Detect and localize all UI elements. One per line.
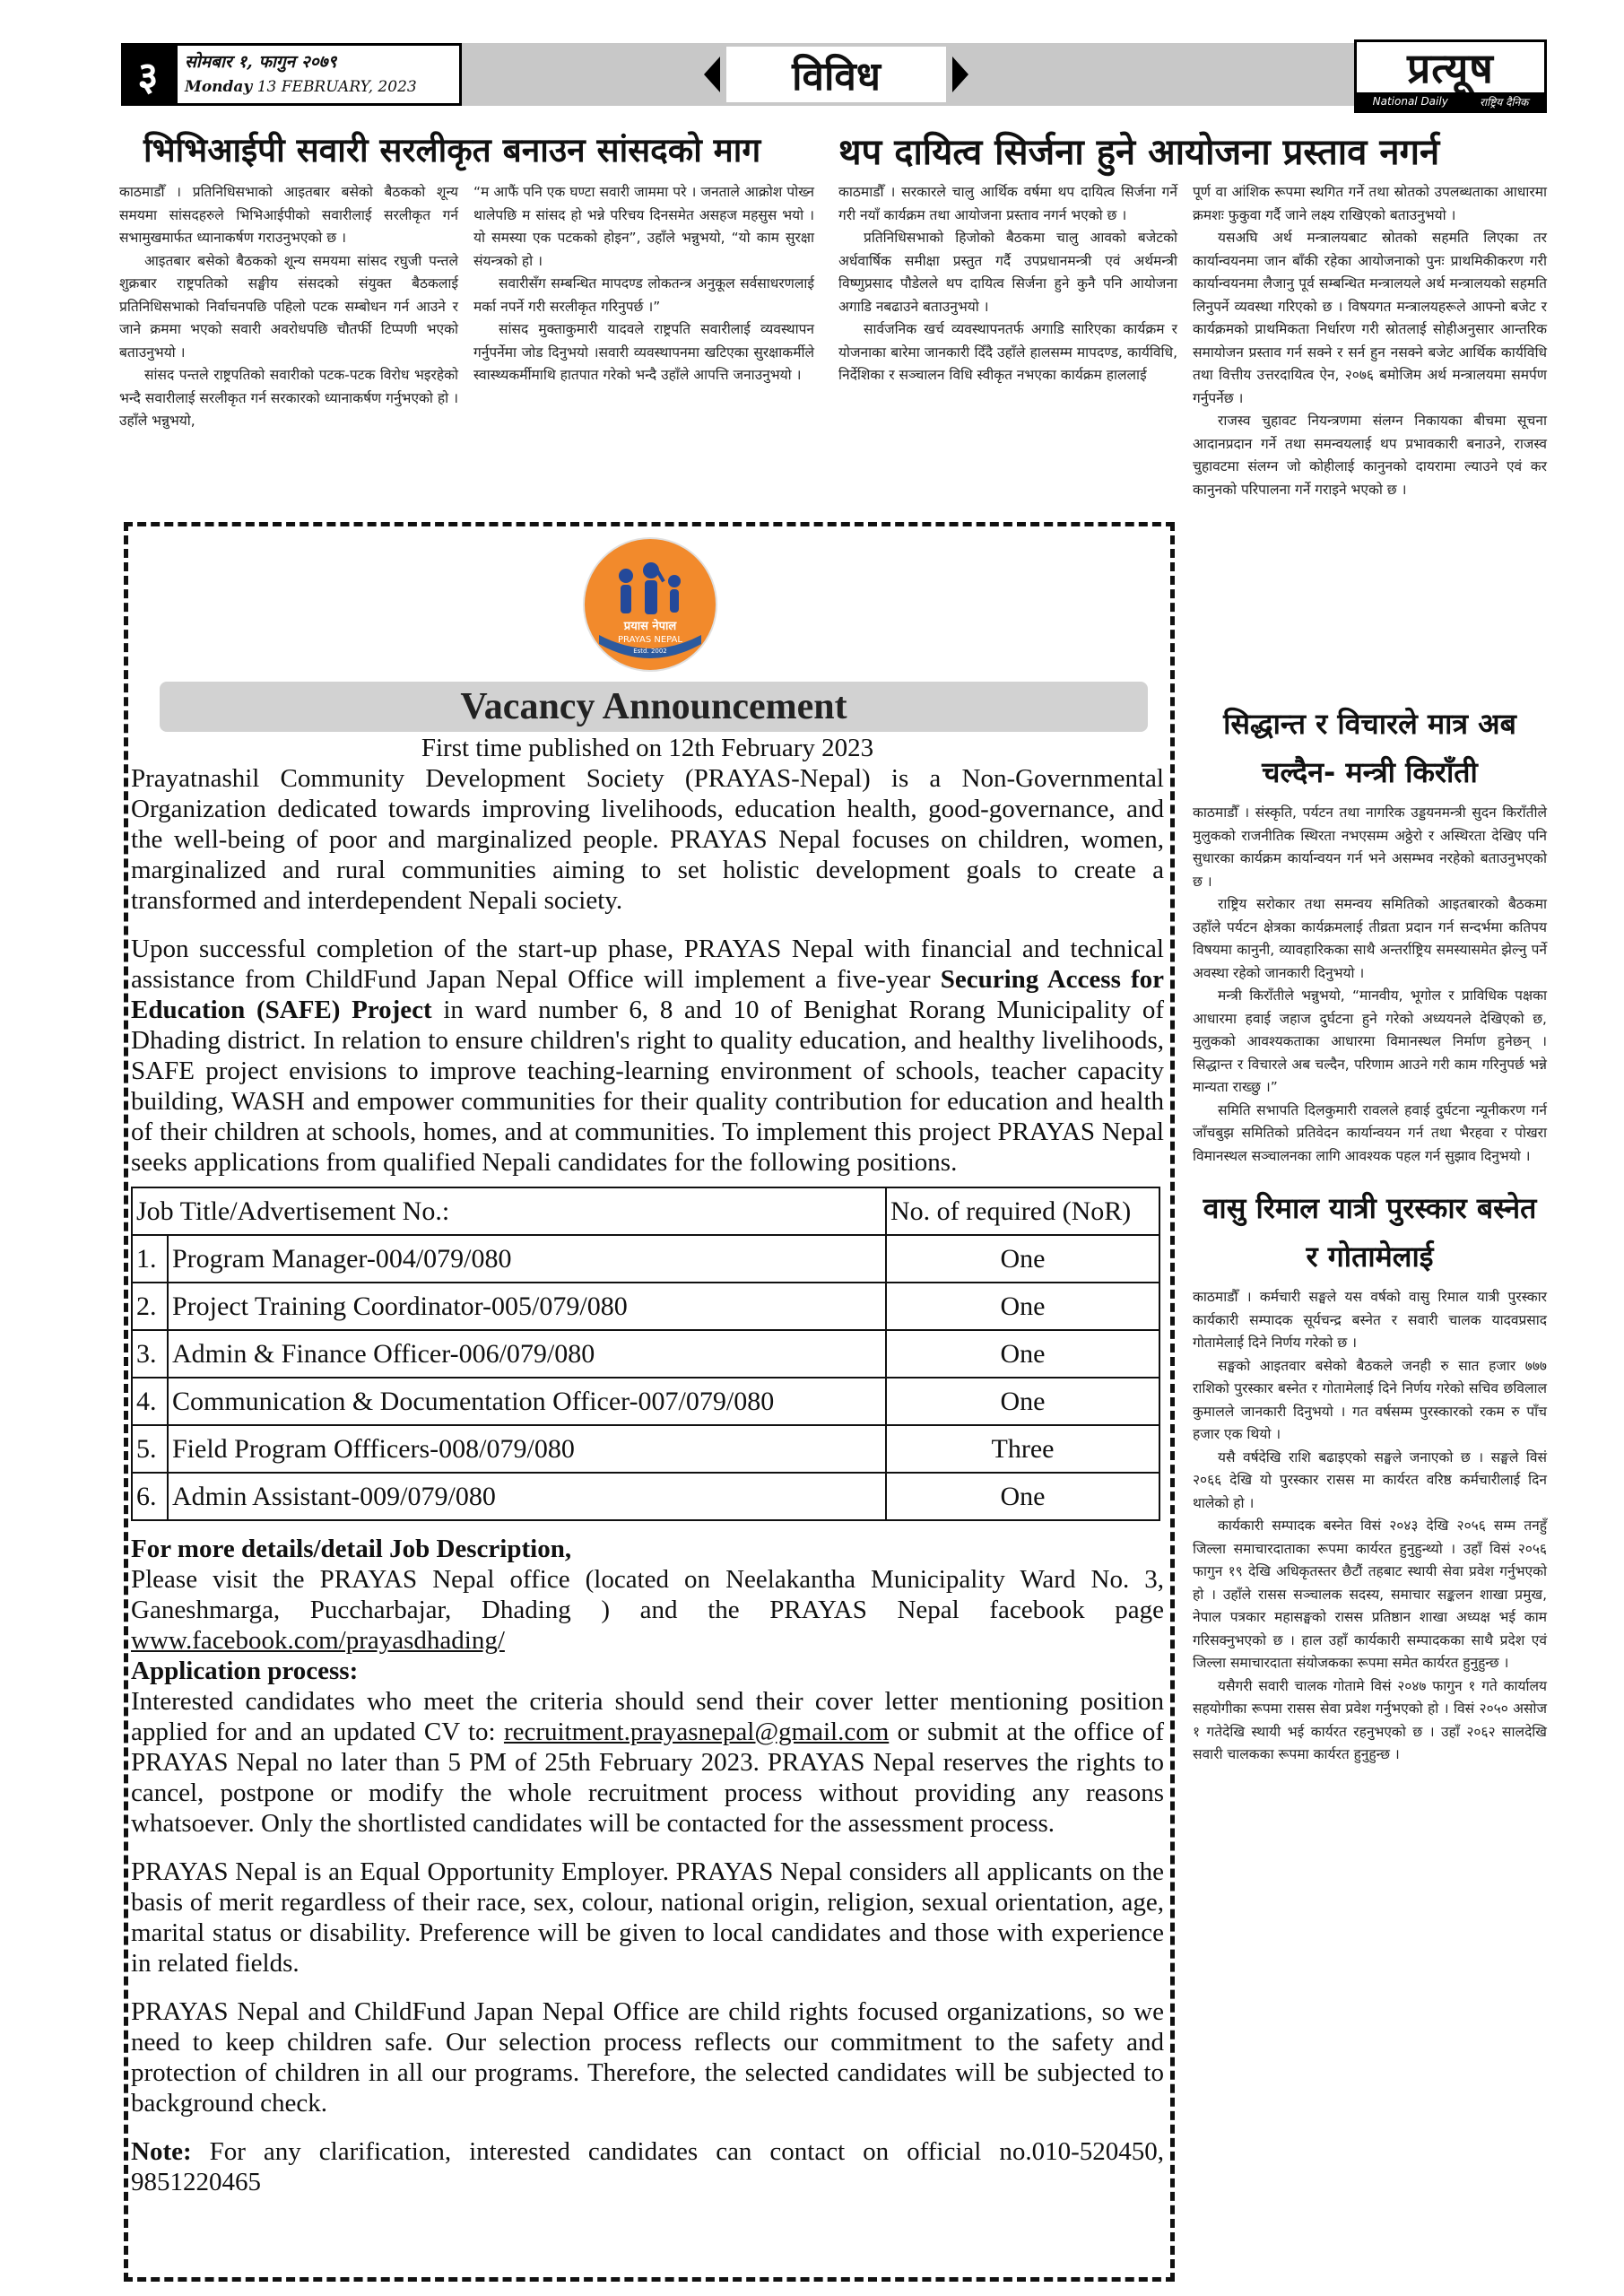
published-date: First time published on 12th February 2023 — [421, 734, 874, 762]
jobs-table — [131, 1187, 1160, 1521]
process-body-b: or submit at the office of PRAYAS Nepal no later than 5 PM of 25th February 2023. PRAYAS Nepal reserves the rights to cancel, postpone or modify the whole recruitment process without providing any reasons whatsoever. Only the shortlisted candidates will be contacted for the assessment process. — [131, 1718, 1164, 1838]
job-number: 6. — [132, 1473, 168, 1520]
article1-para: काठमाडौँ । प्रतिनिधिसभाको आइतबार बसेको बैठकको शून्य समयमा सांसदहरुले भिभिआईपीको सवारीलाई सरलीकृत गर्न सभामुखमार्फत ध्यानाकर्षण गराउनुभएको छ । — [119, 184, 458, 246]
article4-para: यसैगरी सवारी चालक गोतामे विसं २०४७ फागुन १ गते कार्यालय सहयोगीका रूपमा रासस सेवा प्रवेश गर्नुभएको हो । विसं २०५० असोज १ गतेदेखि स्थायी भई कार्यरत रहनुभएको छ । उहाँ २०६२ सालदेखि सवारी चालकका रूपमा कार्यरत हुनुहुन्छ । — [1193, 1677, 1547, 1762]
article4-para: यसै वर्षदेखि राशि बढाइएको सङ्घले जनाएको छ । सङ्घले विसं २०६६ देखि यो पुरस्कार रासस मा कार्यरत वरिष्ठ कर्मचारीलाई दिन थालेको हो । — [1193, 1448, 1547, 1511]
right-column — [1193, 683, 1547, 1767]
job-title: Field Program Offficers-008/079/080 — [168, 1425, 886, 1473]
email-link[interactable]: recruitment.prayasnepal@gmail.com — [503, 1718, 890, 1746]
article1-para: सांसद पन्तले राष्ट्रपतिको सवारीको पटक-पटक विरोध भइरहेको भन्दै सवारीलाई सरलीकृत गर्न सरकारको ध्यानाकर्षण गर्नुभएको हो । उहाँले भन्नुभयो, — [119, 367, 458, 429]
article4-para: सङ्घको आइतवार बसेको बैठकले जनही रु सात हजार ७७७ राशिको पुरस्कार बस्नेत र गोतामेलाई दिने निर्णय गरेको सचिव छविलाल कुमालले जानकारी दिनुभयो । गत वर्षसम्म पुरस्कारको रकम रु पाँच हजार एक थियो । — [1193, 1357, 1547, 1442]
note-label: Note: — [131, 2137, 192, 2166]
masthead-subtitle — [1357, 92, 1544, 110]
table-row — [132, 1425, 1159, 1473]
article2-para: प्रतिनिधिसभाको हिजोको बैठकमा चालु आवको बजेटको अर्धवार्षिक समीक्षा प्रस्तुत गर्दै उपप्रधानमन्त्री एवं अर्थमन्त्री विष्णुप्रसाद पौडेलले थप दायित्व सिर्जना हुने कुनै पनि आयोजना अगाडि नबढाउने बताउनुभयो । — [838, 230, 1177, 315]
article2-column2 — [1193, 181, 1547, 501]
job-number: 2. — [132, 1283, 168, 1330]
article3-para: समिति सभापति दिलकुमारी रावलले हवाई दुर्घटना न्यूनीकरण गर्न जाँचबुझ समितिको प्रतिवेदन कार्यान्वयन गर्न तथा भैरहवा र पोखरा विमानस्थल सञ्चालनका लागि आवश्यक पहल गर्न सुझाव दिनुभयो । — [1193, 1101, 1547, 1164]
details-body: Please visit the PRAYAS Nepal office (located on Neelakantha Municipality Ward No. 3, Ganeshmarga, Puccharbajar, Dhading ) and the PRAYAS Nepal facebook page — [131, 1565, 1164, 1624]
article4-headline: वासु रिमाल यात्री पुरस्कार बस्नेत र गोतामेलाई — [1203, 1191, 1537, 1274]
job-title: Admin & Finance Officer-006/079/080 — [168, 1330, 886, 1378]
header-job-title: Job Title/Advertisement No.: — [132, 1187, 886, 1235]
details-heading: For more details/detail Job Description, — [131, 1535, 572, 1563]
process-text — [131, 1686, 1164, 1839]
article4-para: काठमाडौँ । कर्मचारी सङ्घले यस वर्षको वासु रिमाल यात्री पुरस्कार कार्यकारी सम्पादक सूर्यचन्द्र बस्नेत र सवारी चालक यादवप्रसाद गोतामेलाई दिने निर्णय गरेको छ । — [1193, 1289, 1547, 1351]
job-count: One — [886, 1378, 1159, 1425]
article1-para: “म आफैं पनि एक घण्टा सवारी जाममा परे । जनताले आक्रोश पोख्न थालेपछि म सांसद हो भन्ने परिचय दिनसमेत असहज महसुस भयो । यो समस्या एक पटकको होइन”, उहाँले भन्नुभयो, “यो काम सुरक्षा संयन्त्रको हो । — [473, 184, 814, 269]
job-number: 4. — [132, 1378, 168, 1425]
vacancy-ad-body — [131, 733, 1164, 2197]
article1-para: आइतबार बसेको बैठकको शून्य समयमा सांसद रघुजी पन्तले शुक्रबार राष्ट्रपतिको सङ्घीय संसदको संयुक्त बैठकलाई प्रतिनिधिसभाको निर्वाचनपछि पहिलो पटक सम्बोधन गर्न आउने र जाने क्रममा भएको सवारी अवरोधपछि चौतर्फी टिप्पणी भएको बताउनुभयो । — [119, 252, 458, 361]
note-text: For any clarification, interested candidates can contact on official no.010-520450, 9851220465 — [131, 2137, 1164, 2196]
table-row — [132, 1283, 1159, 1330]
article3-para: मन्त्री किराँतीले भन्नुभयो, “मानवीय, भूगोल र प्राविधिक पक्षका आधारमा हवाई जहाज दुर्घटना हुने गरेको अध्ययनले देखिएको छ, मुलुकको आवश्यकताका आधारमा विमानस्थल निर्माण हुनेछन् । सिद्धान्त र विचारले अब चल्दैन, परिणाम आउने गरी काम गरिनुपर्छ भन्ने मान्यता राख्छु ।” — [1193, 987, 1547, 1095]
details-text — [131, 1564, 1164, 1656]
article2-para: यसअघि अर्थ मन्त्रालयबाट स्रोतको सहमति लिएका तर कार्यान्वयनमा जान बाँकी रहेका आयोजनाको पुनः प्राथमिकीकरण गरी कार्यान्वयनमा लैजानु पूर्व सम्बन्धित मन्त्रालयले अर्थ मन्त्रालयको सहमति लिनुपर्ने व्यवस्था गरिएको छ । विषयगत मन्त्रालयहरूले आफ्नो बजेट र कार्यक्रमको प्राथमिकता निर्धारण गरी स्रोतलाई सोहीअनुसार आन्तरिक समायोजन प्रस्ताव गर्न सक्ने र सर्न हुन नसक्ने बजेट आर्थिक कार्यविधि तथा वित्तीय उत्तरदायित्व ऐन, २०७६ बमोजिम अर्थ मन्त्रालयमा समर्पण गर्नुपर्नेछ । — [1193, 230, 1547, 406]
date-english-line — [185, 78, 452, 96]
prayas-nepal-logo — [581, 536, 720, 673]
job-number: 3. — [132, 1330, 168, 1378]
process-body-a: Interested candidates who meet the criteria should send their cover letter mentioning position applied for and an updated CV to: — [131, 1687, 1164, 1746]
job-number: 1. — [132, 1235, 168, 1283]
facebook-link[interactable]: www.facebook.com/prayasdhading/ — [131, 1626, 505, 1655]
weekday: Monday — [185, 78, 253, 96]
article4-para: कार्यकारी सम्पादक बस्नेत विसं २०४३ देखि २०५६ सम्म तनहुँ जिल्ला समाचारदाताका रूपमा कार्यरत हुनुहुन्थ्यो । उहाँ विसं २०५६ फागुन १९ देखि अधिकृतस्तर छैटौं तहबाट स्थायी सेवा प्रवेश गर्नुभएको हो । उहाँले रासस सञ्चालक सदस्य, समाचार सङ्कलन शाखा प्रमुख, नेपाल पत्रकार महासङ्घको रासस प्रतिष्ठान शाखा अध्यक्ष भई काम गरिसक्नुभएको छ । हाल उहाँ कार्यकारी सम्पादकका साथै प्रदेश एवं जिल्ला समाचारदाता संयोजकका रूपमा समेत कार्यरत हुनुहुन्छ । — [1193, 1518, 1547, 1671]
project-paragraph — [131, 934, 1164, 1178]
header-required-count: No. of required (NoR) — [886, 1187, 1159, 1235]
job-count: One — [886, 1283, 1159, 1330]
masthead-title: प्रत्यूष — [1407, 44, 1494, 92]
job-title: Communication & Documentation Officer-007/079/080 — [168, 1378, 886, 1425]
job-count: Three — [886, 1425, 1159, 1473]
page-number: ३ — [121, 43, 175, 106]
logo-text-nepali: प्रयास नेपाल — [623, 620, 677, 633]
project-text-a: Upon successful completion of the start-up phase, PRAYAS Nepal with financial and technical assistance from ChildFund Japan Nepal Office will implement a five-year — [131, 935, 1164, 994]
date-nepali: सोमबार १, फागुन २०७९ — [185, 52, 337, 72]
date-english: 13 FEBRUARY, 2023 — [256, 78, 417, 96]
jobs-table-header — [132, 1187, 1159, 1235]
article2-para: पूर्ण वा आंशिक रूपमा स्थगित गर्ने तथा स्रोतको उपलब्धताका आधारमा क्रमशः फुकुवा गर्दै जाने लक्ष्य राखिएको बताउनुभयो । — [1193, 184, 1547, 223]
table-row — [132, 1235, 1159, 1283]
project-text-b: in ward number 6, 8 and 10 of Benighat Rorang Municipality of Dhading district. In relation to ensure children's right to quality education, and healthy livelihoods, SAFE project envisions to improve teaching-learning environment of schools, teacher capacity building, WASH and empower communities for their quality contribution for education and health of their children at schools, homes, and at communities. To implement this project PRAYAS Nepal seeks applications from qualified Nepali candidates for the following positions. — [131, 996, 1164, 1177]
job-number: 5. — [132, 1425, 168, 1473]
previous-section-arrow-icon[interactable] — [704, 57, 720, 92]
article2-headline: थप दायित्व सिर्जना हुने आयोजना प्रस्ताव नगर्न — [838, 132, 1440, 173]
process-heading: Application process: — [131, 1657, 359, 1685]
table-row — [132, 1473, 1159, 1520]
job-title: Project Training Coordinator-005/079/080 — [168, 1283, 886, 1330]
date-box — [175, 43, 462, 106]
article1-para: सवारीसँग सम्बन्धित मापदण्ड लोकतन्त्र अनुकूल सर्वसाधरणलाई मर्का नपर्ने गरी सरलीकृत गरिनुपर्छ ।” — [473, 275, 814, 315]
child-safe-paragraph: PRAYAS Nepal and ChildFund Japan Nepal Office are child rights focused organizations, so we need to keep children safe. Our selection process reflects our commitment to the safety and protection of children in all our programs. Therefore, the selected candidates will be subjected to background check. — [131, 1997, 1164, 2118]
masthead-sub-right: राष्ट्रिय दैनिक — [1480, 95, 1529, 109]
article2-column1 — [838, 181, 1177, 387]
article1-column1 — [119, 181, 458, 433]
logo-text-estd: Estd. 2002 — [633, 648, 667, 655]
article1-column2 — [473, 181, 814, 387]
article1-para: सांसद मुक्ताकुमारी यादवले राष्ट्रपति सवारीलाई व्यवस्थापन गर्नुपर्नेमा जोड दिनुभयो ।सवारी व्यवस्थापनमा खटिएका सुरक्षाकर्मीले स्वास्थ्यकर्मीमाथि हातपात गरेको भन्दै उहाँले आपत्ति जनाउनुभयो । — [473, 321, 814, 383]
table-row — [132, 1378, 1159, 1425]
job-title: Admin Assistant-009/079/080 — [168, 1473, 886, 1520]
next-section-arrow-icon[interactable] — [952, 57, 968, 92]
project-name: Securing Access for Education (SAFE) Project — [131, 965, 1164, 1024]
article3-para: राष्ट्रिय सरोकार तथा समन्वय समितिको आइतबारको बैठकमा उहाँले पर्यटन क्षेत्रका कार्यक्रमलाई तीव्रता प्रदान गर्न सन्दर्भमा कतिपय विषयमा कानुनी, व्यावहारिकका साथै अन्तर्राष्ट्रिय समस्यासमेत झेल्नु पर्ने अवस्था रहेको जानकारी दिनुभयो । — [1193, 896, 1547, 981]
article2-para: सार्वजनिक खर्च व्यवस्थापनतर्फ अगाडि सारिएका कार्यक्रम र योजनाका बारेमा जानकारी दिँदै उहाँले हालसम्म मापदण्ड, कार्यविधि, निर्देशिका र सञ्चालन विधि स्वीकृत नभएका कार्यक्रम हाललाई — [838, 321, 1177, 383]
article3-headline: सिद्धान्त र विचारले मात्र अब चल्दैन- मन्त्री किराँती — [1223, 707, 1516, 789]
masthead-sub-left: National Daily — [1372, 95, 1448, 108]
contact-note — [131, 2136, 1164, 2197]
job-count: One — [886, 1330, 1159, 1378]
details-section — [131, 1534, 1164, 2197]
job-title: Program Manager-004/079/080 — [168, 1235, 886, 1283]
logo-text-english: PRAYAS NEPAL — [618, 635, 682, 645]
intro-paragraph: Prayatnashil Community Development Society (PRAYAS-Nepal) is a Non-Governmental Organization dedicated towards improving livelihoods, education health, good-governance, and the well-being of poor and marginalized people. PRAYAS Nepal focuses on children, women, marginalized and rural communities aiming to set holistic development goals to create a transformed and interdependent Nepali society. — [131, 764, 1164, 915]
article2-para: राजस्व चुहावट नियन्त्रणमा संलग्न निकायका बीचमा सूचना आदानप्रदान गर्ने तथा समन्वयलाई थप प्रभावकारी बनाउने, राजस्व चुहावटमा संलग्न जो कोहीलाई कानुनको दायरामा ल्याउने एवं कर कानुनको परिपालना गर्ने गराइने भएको छ । — [1193, 413, 1547, 498]
article2-para: काठमाडौँ । सरकारले चालु आर्थिक वर्षमा थप दायित्व सिर्जना गर्ने गरी नयाँ कार्यक्रम तथा आयोजना प्रस्ताव नगर्न भएको छ । — [838, 184, 1177, 223]
job-count: One — [886, 1235, 1159, 1283]
equal-opportunity-paragraph: PRAYAS Nepal is an Equal Opportunity Employer. PRAYAS Nepal considers all applicants on the basis of merit regardless of their race, sex, colour, national origin, religion, sexual orientation, age, marital status or disability. Preference will be given to local candidates and those with experience in related fields. — [131, 1857, 1164, 1978]
section-title: विविध — [726, 47, 946, 102]
article3-para: काठमाडौँ । संस्कृति, पर्यटन तथा नागरिक उड्डयनमन्त्री सुदन किराँतीले मुलुकको राजनीतिक स्थिरता नभएसम्म अठ्ठेरो र अस्थिरता देखिए पनि सुधारका कार्यक्रम कार्यान्वयन गर्न भने असम्भव नरहेको बताउनुभएको छ । — [1193, 804, 1547, 890]
table-row — [132, 1330, 1159, 1378]
masthead-logo — [1354, 39, 1547, 113]
article1-headline: भिभिआईपी सवारी सरलीकृत बनाउन सांसदको माग — [143, 131, 761, 170]
vacancy-title: Vacancy Announcement — [160, 682, 1148, 732]
job-count: One — [886, 1473, 1159, 1520]
